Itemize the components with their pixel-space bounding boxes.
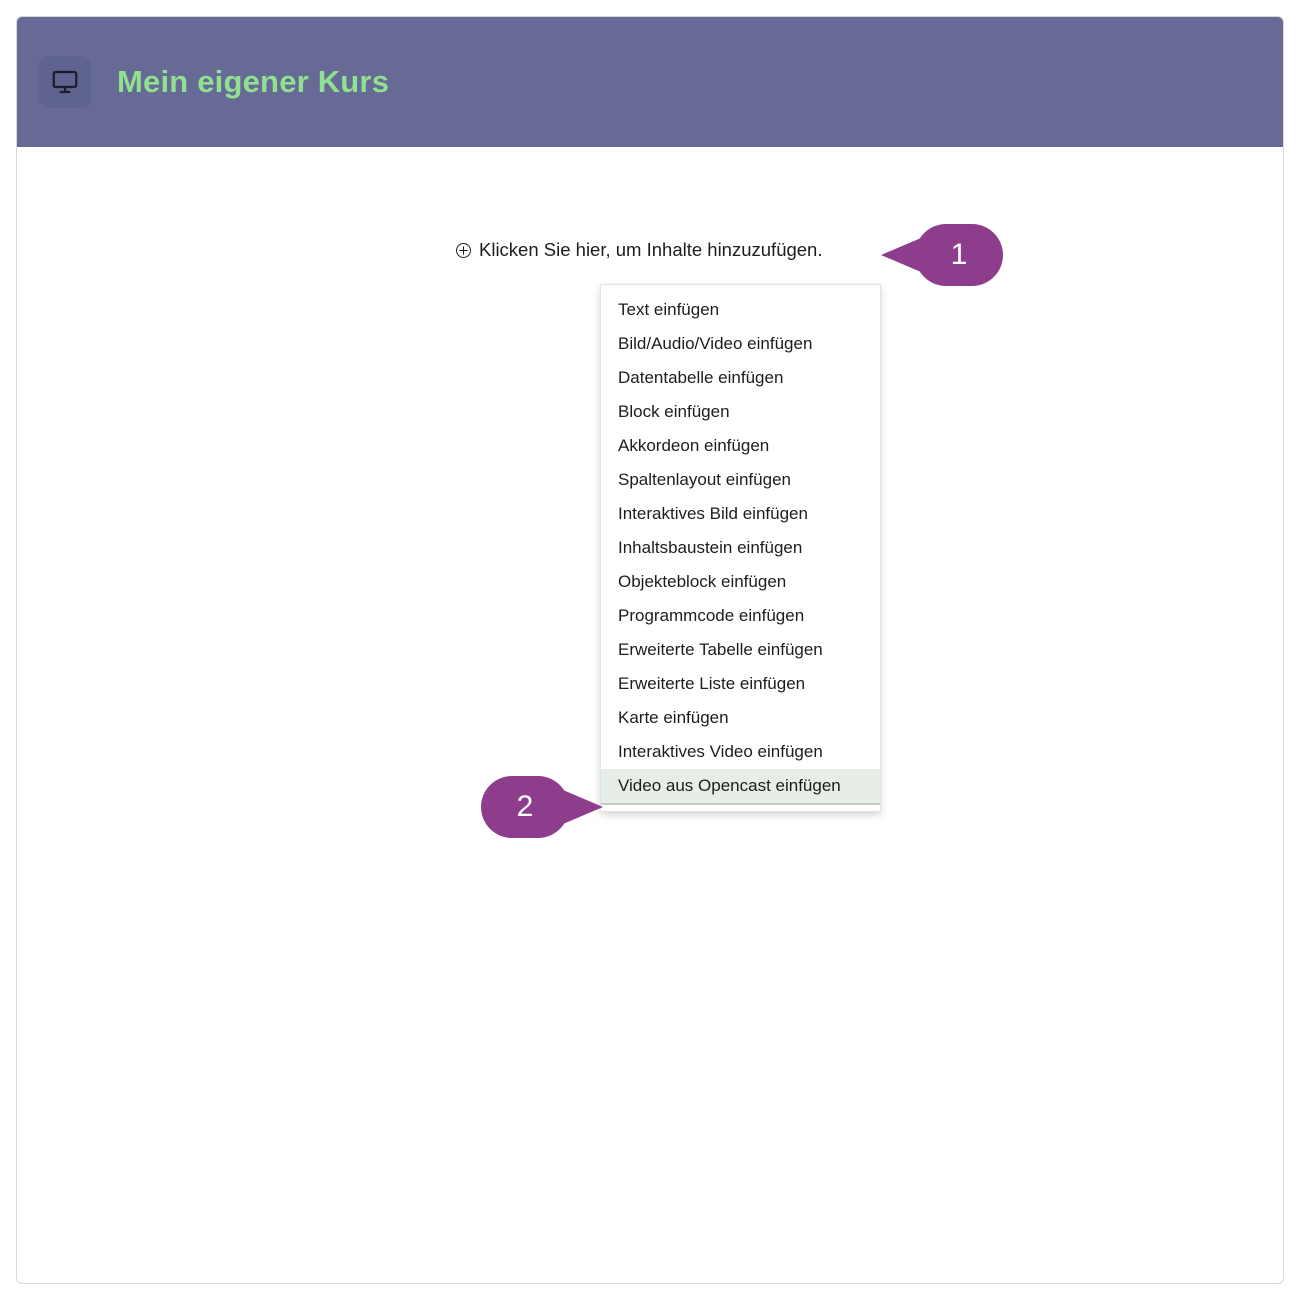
callout-step-1	[881, 224, 1003, 286]
plus-circle-icon	[455, 242, 472, 259]
presentation-screen-icon	[39, 56, 91, 108]
menu-item-interactive-video[interactable]: Interaktives Video einfügen	[618, 742, 823, 761]
menu-item-accordion[interactable]: Akkordeon einfügen	[618, 436, 770, 455]
menu-item-content-block[interactable]: Inhaltsbaustein einfügen	[618, 538, 803, 557]
menu-item-advanced-table[interactable]: Erweiterte Tabelle einfügen	[618, 640, 823, 659]
menu-item-text[interactable]: Text einfügen	[618, 300, 720, 319]
menu-item-interactive-image[interactable]: Interaktives Bild einfügen	[618, 504, 808, 523]
callout-step-1-number: 1	[915, 224, 1003, 286]
menu-item-data-table[interactable]: Datentabelle einfügen	[618, 368, 784, 387]
callout-tail-icon	[563, 790, 603, 824]
menu-item-column-layout[interactable]: Spaltenlayout einfügen	[618, 470, 791, 489]
menu-item-map[interactable]: Karte einfügen	[618, 708, 729, 727]
add-content-label: Klicken Sie hier, um Inhalte hinzuzufügen.	[479, 239, 823, 260]
menu-item-opencast-video[interactable]: Video aus Opencast einfügen	[601, 769, 880, 805]
callout-step-2	[481, 776, 603, 838]
add-content-link[interactable]	[455, 239, 823, 261]
menu-item-block[interactable]: Block einfügen	[618, 402, 730, 421]
menu-item-object-block[interactable]: Objekteblock einfügen	[618, 572, 787, 591]
callout-step-2-number: 2	[481, 776, 569, 838]
page-title: Mein eigener Kurs	[117, 64, 390, 99]
menu-item-program-code[interactable]: Programmcode einfügen	[618, 606, 805, 625]
callout-tail-icon	[881, 238, 921, 272]
insert-content-menu[interactable]	[600, 284, 881, 812]
menu-item-advanced-list[interactable]: Erweiterte Liste einfügen	[618, 674, 806, 693]
menu-item-image-audio-video[interactable]: Bild/Audio/Video einfügen	[618, 334, 813, 353]
course-page-frame	[16, 16, 1284, 1284]
course-header	[17, 17, 1283, 147]
